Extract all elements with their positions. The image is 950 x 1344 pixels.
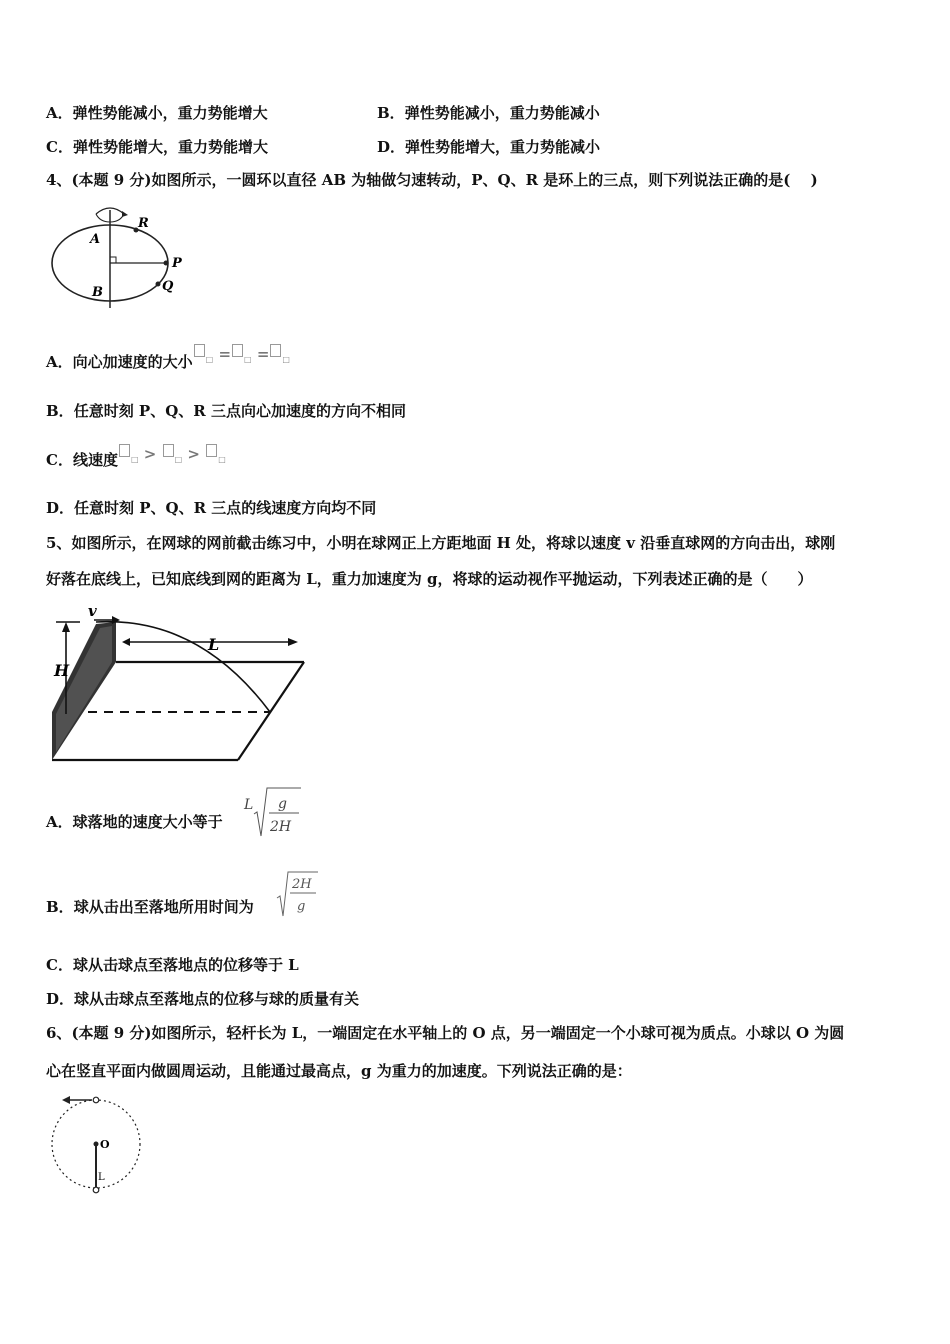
q5-stem-line2: 好落在底线上，已知底线到网的距离为 L，重力加速度为 g，将球的运动视作平抛运动，下列表述正确的是（ ） [46, 570, 813, 588]
label-h: H [54, 661, 70, 680]
q4-option-b: B．任意时刻 P、Q、R 三点向心加速度的方向不相同 [46, 402, 406, 420]
svg-text:2H: 2H [270, 819, 292, 835]
q4-a-formula: $_□$ = $_□$ = $_□$ [193, 345, 290, 363]
label-l: L [208, 635, 220, 654]
q6-stem-line2: 心在竖直平面内做圆周运动，且能通过最高点，g 为重力的加速度。下列说法正确的是： [46, 1062, 632, 1080]
label-p: P [172, 256, 182, 271]
svg-text:L: L [244, 797, 254, 813]
label-o: O [100, 1138, 110, 1151]
q5-a-formula [243, 786, 303, 838]
svg-text:g: g [297, 899, 306, 914]
q5-b-formula [276, 870, 320, 920]
ball-bottom [93, 1187, 99, 1193]
point-p [164, 261, 169, 266]
q4-ring-figure [46, 200, 196, 310]
q5-stem-line1: 5、如图所示，在网球的网前截击练习中，小明在球网正上方距地面 H 处，将球以速度 v 沿垂直球网的方向击出，球刚 [46, 534, 836, 552]
label-a: A [90, 232, 101, 247]
point-q [156, 282, 161, 287]
q3-option-d: D．弹性势能增大，重力势能减小 [377, 138, 601, 156]
q6-circle-figure [48, 1094, 148, 1198]
q4-option-d: D．任意时刻 P、Q、R 三点的线速度方向均不同 [46, 499, 377, 517]
label-q: Q [162, 279, 174, 294]
axis-o [94, 1142, 99, 1147]
right-angle-mark [110, 257, 116, 263]
trajectory [96, 622, 270, 712]
q5-option-c: C．球从击球点至落地点的位移等于 L [46, 956, 299, 974]
q3-option-a: A．弹性势能减小，重力势能增大 [46, 104, 268, 122]
q5-option-d: D．球从击球点至落地点的位移与球的质量有关 [46, 990, 360, 1008]
svg-text:g: g [278, 796, 287, 812]
label-v: v [88, 602, 97, 620]
q5-tennis-figure [48, 602, 310, 767]
q5-option-b: B．球从击出至落地所用时间为 [46, 898, 254, 916]
q4-option-a: A．向心加速度的大小 $_□$ = $_□$ = $_□$ [46, 345, 290, 371]
ball-top [93, 1097, 99, 1103]
q5-option-a: A．球落地的速度大小等于 [46, 813, 223, 831]
label-b: B [92, 285, 103, 300]
q3-option-c: C．弹性势能增大，重力势能增大 [46, 138, 268, 156]
q6-stem-line1: 6、(本题 9 分)如图所示，轻杆长为 L，一端固定在水平轴上的 O 点，另一端固定一个小球可视为质点。小球以 O 为圆 [46, 1024, 845, 1042]
q4-stem: 4、(本题 9 分)如图所示，一圆环以直径 AB 为轴做匀速转动，P、Q、R 是环上的三点，则下列说法正确的是( ) [46, 171, 818, 189]
q4-c-formula: $_□$ > $_□$ > $_□$ [118, 445, 226, 463]
label-l: L [98, 1172, 105, 1183]
q4-option-c: C．线速度 $_□$ > $_□$ > $_□$ [46, 445, 226, 469]
label-r: R [138, 216, 149, 231]
svg-text:2H: 2H [292, 877, 312, 892]
q3-option-b: B．弹性势能减小，重力势能减小 [377, 104, 600, 122]
